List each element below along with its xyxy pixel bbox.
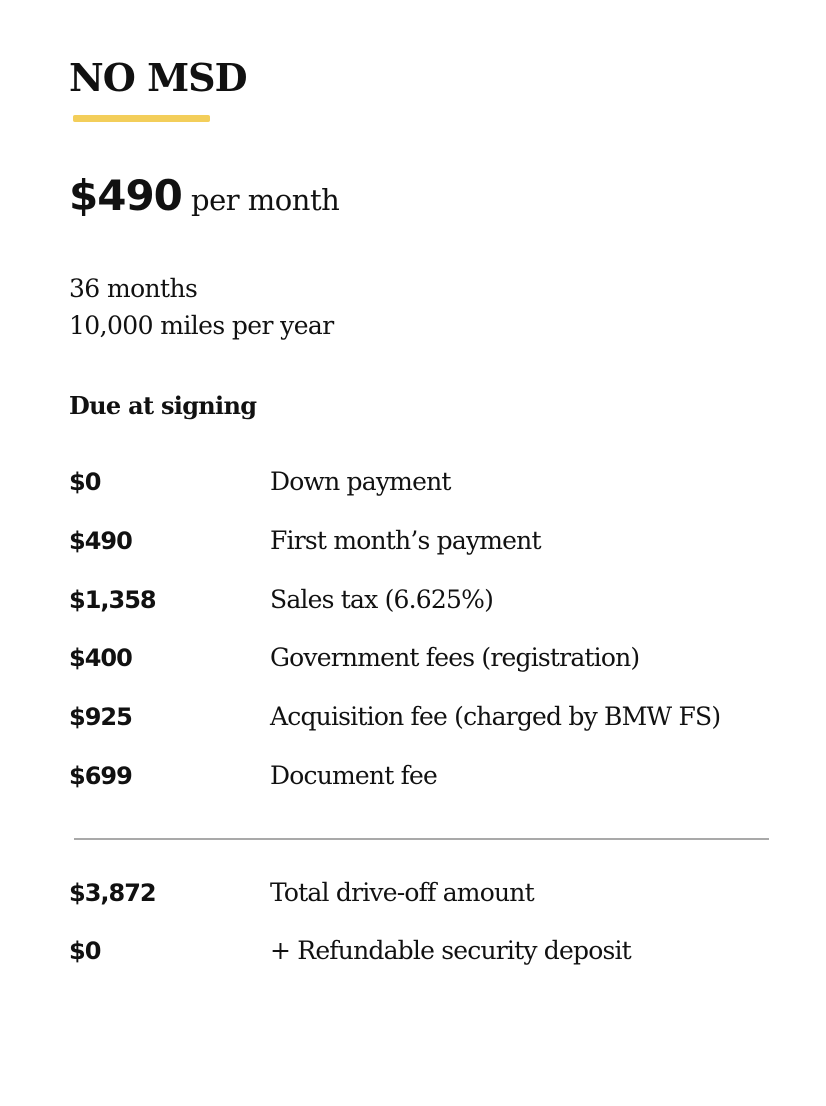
total-row-drive-off [69,873,789,913]
total-amount: $3,872 [69,879,156,907]
monthly-price [69,168,339,228]
total-amount: $0 [69,937,101,965]
total-label: Total drive-off amount [270,878,534,907]
due-label: Document fee [270,761,438,790]
monthly-price-amount: $490 [69,171,182,220]
due-amount: $699 [69,762,132,790]
total-row-security-deposit [69,931,789,971]
lease-terms [69,270,334,344]
due-amount: $0 [69,468,101,496]
due-label: Government fees (registration) [270,643,640,672]
offer-title: NO MSD [69,55,247,100]
total-label: + Refundable security deposit [270,936,631,965]
lease-term-months: 36 months [69,274,198,303]
due-row-government-fees [69,638,789,678]
due-at-signing-heading: Due at signing [69,391,257,420]
due-amount: $400 [69,644,132,672]
due-amount: $490 [69,527,132,555]
due-amount: $925 [69,703,132,731]
due-label: Down payment [270,467,451,496]
lease-term-mileage: 10,000 miles per year [69,311,334,340]
due-row-sales-tax [69,580,789,620]
monthly-price-unit: per month [191,183,340,217]
due-row-first-month [69,521,789,561]
totals-divider [74,838,769,840]
due-label: Acquisition fee (charged by BMW FS) [270,702,721,731]
due-row-acquisition-fee [69,697,789,737]
due-label: First month’s payment [270,526,541,555]
due-row-document-fee [69,756,789,796]
due-label: Sales tax (6.625%) [270,585,494,614]
title-accent-underline [73,115,210,122]
due-row-down-payment [69,462,789,502]
due-amount: $1,358 [69,586,156,614]
